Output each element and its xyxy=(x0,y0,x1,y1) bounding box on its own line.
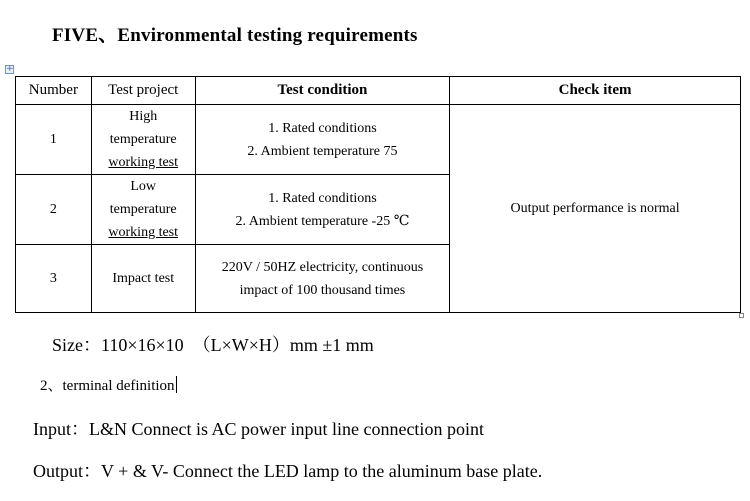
project-line: working test xyxy=(108,225,179,240)
row-test-project xyxy=(91,245,195,313)
terminal-definition-line[interactable] xyxy=(40,374,177,395)
section-heading: FIVE、Environmental testing requirements xyxy=(52,25,418,46)
row-test-project xyxy=(91,175,195,245)
condition-line: impact of 100 thousand times xyxy=(239,282,406,298)
row-number: 3 xyxy=(16,245,92,313)
row-test-condition xyxy=(195,105,449,175)
project-line: Impact test xyxy=(112,271,175,286)
size-spec: Size：110×16×10 （L×W×H）mm ±1 mm xyxy=(52,335,374,355)
header-test-condition: Test condition xyxy=(195,77,449,105)
table-row xyxy=(16,105,741,175)
terminal-definition-heading: 2、terminal definition xyxy=(40,378,175,394)
header-test-project: Test project xyxy=(91,77,195,105)
row-number: 2 xyxy=(16,175,92,245)
check-item-cell: Output performance is normal xyxy=(450,105,741,313)
header-number: Number xyxy=(16,77,92,105)
project-line: temperature xyxy=(109,202,177,217)
row-test-project xyxy=(91,105,195,175)
row-test-condition xyxy=(195,175,449,245)
row-test-condition xyxy=(195,245,449,313)
condition-line: 1. Rated conditions xyxy=(268,120,377,136)
table-header-row xyxy=(16,77,741,105)
text-cursor xyxy=(176,376,177,393)
input-definition: Input：L&N Connect is AC power input line connection point xyxy=(33,419,484,439)
output-definition: Output：V + & V- Connect the LED lamp to the aluminum base plate. xyxy=(33,461,543,481)
table-move-handle-icon[interactable]: + xyxy=(6,64,14,74)
project-line: temperature xyxy=(109,132,177,147)
condition-line: 2. Ambient temperature -25 ℃ xyxy=(235,213,410,229)
header-check-item: Check item xyxy=(450,77,741,105)
condition-line: 2. Ambient temperature 75 xyxy=(247,143,398,159)
condition-line: 220V / 50HZ electricity, continuous xyxy=(221,259,424,275)
condition-line: 1. Rated conditions xyxy=(268,190,377,206)
project-line: Low xyxy=(130,179,157,194)
table-resize-handle[interactable] xyxy=(739,313,744,318)
project-line: working test xyxy=(108,155,179,170)
row-number: 1 xyxy=(16,105,92,175)
test-requirements-table xyxy=(15,76,741,313)
project-line: High xyxy=(129,109,158,124)
